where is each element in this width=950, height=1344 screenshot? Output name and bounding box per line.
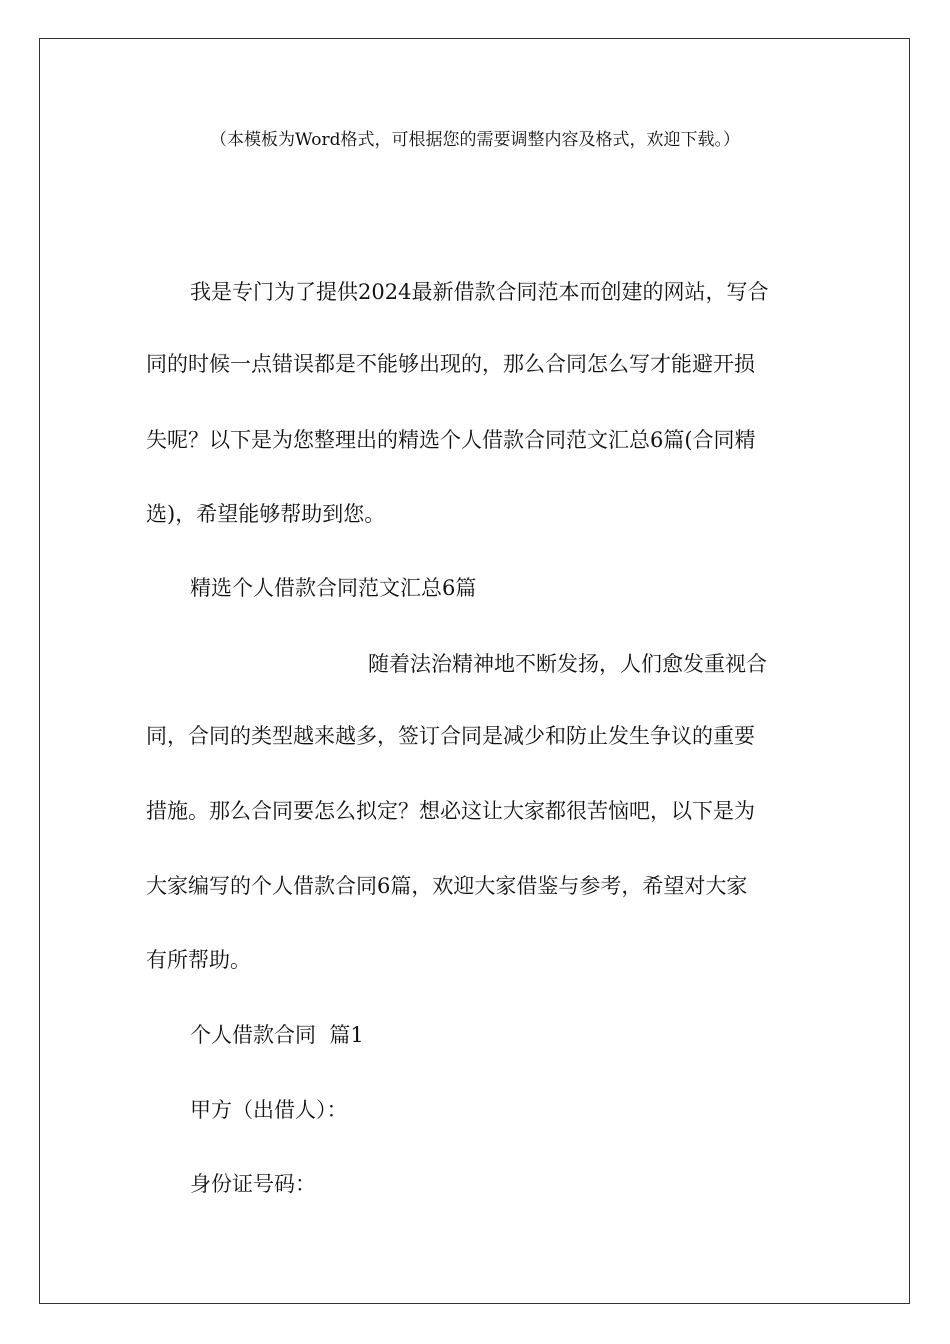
preface-line-3: 措施。那么合同要怎么拟定？想必这让大家都很苦恼吧，以下是为 [146,799,755,823]
contract-title: 个人借款合同 篇1 [190,1023,364,1047]
intro-line-4: 选)，希望能够帮助到您。 [146,502,386,526]
intro-line-1: 我是专门为了提供2024最新借款合同范本而创建的网站，写合 [190,280,769,304]
intro-line-2: 同的时候一点错误都是不能够出现的，那么合同怎么写才能避开损 [146,352,755,376]
id-number-label: 身份证号码： [190,1172,316,1196]
template-note: （本模板为Word格式，可根据您的需要调整内容及格式，欢迎下载。） [209,130,741,150]
preface-line-4: 大家编写的个人借款合同6篇，欢迎大家借鉴与参考，希望对大家 [146,874,748,898]
section-heading: 精选个人借款合同范文汇总6篇 [190,576,477,600]
party-a-label: 甲方（出借人）： [190,1098,348,1122]
intro-line-3: 失呢？以下是为您整理出的精选个人借款合同范文汇总6篇(合同精 [146,428,756,452]
preface-line-2: 同，合同的类型越来越多，签订合同是减少和防止发生争议的重要 [146,724,755,748]
preface-line-5: 有所帮助。 [146,948,251,972]
preface-line-1: 随着法治精神地不断发扬，人们愈发重视合 [368,652,767,676]
